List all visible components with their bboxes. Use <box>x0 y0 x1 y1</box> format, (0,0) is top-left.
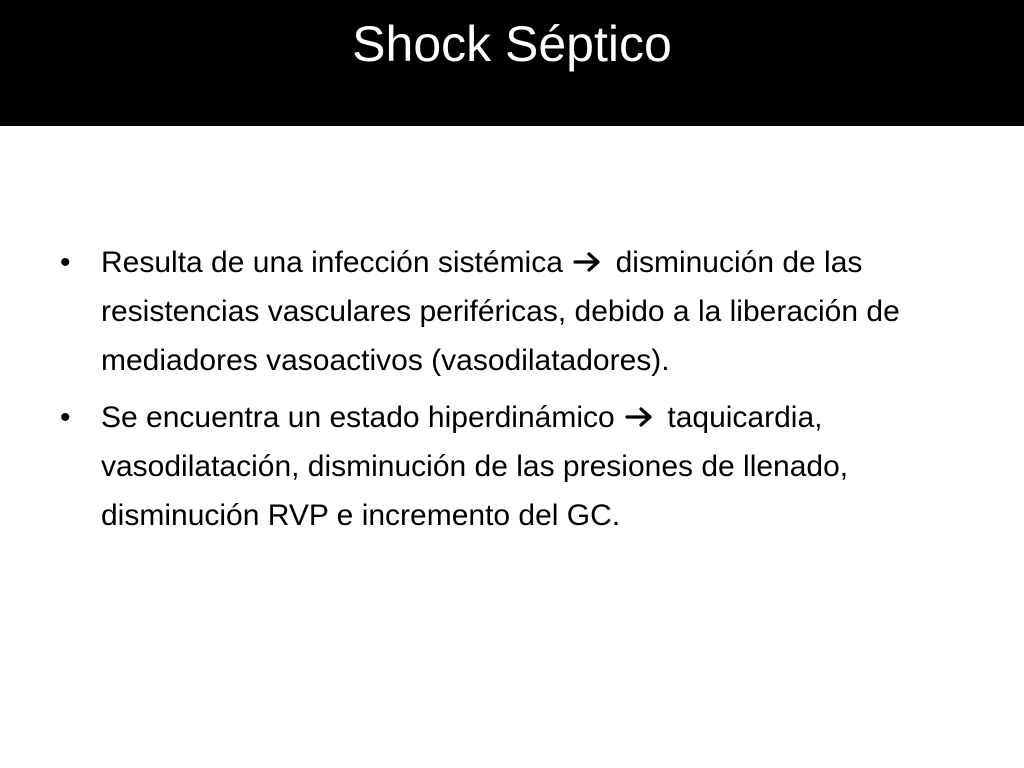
bullet-2-text-before-arrow: Se encuentra un estado hiperdinámico <box>101 401 615 434</box>
bullet-dot-icon: • <box>60 246 71 279</box>
right-arrow-icon <box>625 406 655 428</box>
right-arrow-icon <box>573 251 603 273</box>
bullet-1-text-after-arrow: disminución de las resistencias vasculares periféricas, debido a la liberación de mediadores vasoactivos (vasodilatadores). <box>101 246 900 377</box>
bullet-2-text-after-arrow: taquicardia, vasodilatación, disminución de las presiones de llenado, disminución RVP e incremento del GC. <box>101 401 849 532</box>
slide-title: Shock Séptico <box>352 16 672 73</box>
title-bar <box>0 0 1024 126</box>
bullet-item-1 <box>60 238 970 385</box>
bullet-item-2 <box>60 393 970 540</box>
slide-content <box>60 238 970 548</box>
bullet-1-text-before-arrow: Resulta de una infección sistémica <box>101 246 563 279</box>
bullet-dot-icon: • <box>60 401 71 434</box>
bullet-list <box>60 238 970 540</box>
